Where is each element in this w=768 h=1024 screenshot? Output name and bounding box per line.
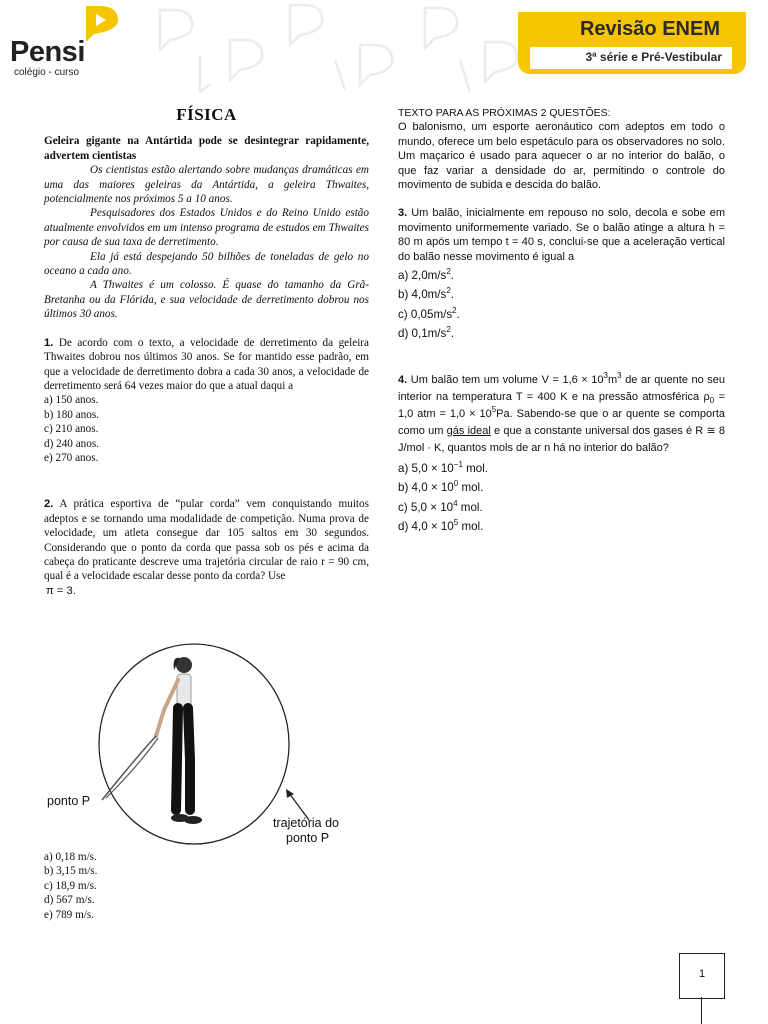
header-title: Revisão ENEM	[579, 18, 720, 40]
option-c: c) $5,0 \times 10^4$ mol.	[398, 498, 483, 514]
option-a: a) 0,18 m/s.	[44, 851, 97, 863]
option-e: e) 270 anos.	[44, 451, 99, 464]
subject-title: FÍSICA	[176, 105, 237, 124]
option-a: a) $5,0 \times 10^{-1}$ mol.	[398, 459, 489, 475]
option-c: c) 18,9 m/s.	[44, 879, 97, 892]
question-number: 1.	[44, 336, 54, 349]
question-number: 3.	[398, 207, 408, 220]
page-divider	[701, 997, 702, 1024]
brand-subtitle: colégio - curso	[14, 67, 80, 78]
option-c: c) 210 anos.	[44, 423, 99, 436]
trajectory-label-2: ponto P	[286, 831, 330, 845]
option-b: b) 180 anos.	[44, 408, 99, 421]
intro-text: O balonismo, um esporte aeronáutico com adeptos em todo o mundo, oferece um belo espetáculo para os observadores no solo. Um maçarico é usado para aquecer o ar no interior do balão, o que faz variar a densidade do ar, permitindo o controle do movimento de subida e descida do balão.	[398, 121, 725, 192]
option-d: d) $4,0 \times 10^5$ mol.	[398, 517, 484, 533]
article-paragraph: A Thwaites é um colosso. É quase do tamanho da Grã-Bretanha ou da Flórida, e sua velocidade de derretimento dobrou nos últimos 30 anos.	[44, 279, 369, 321]
option-b: b) 3,15 m/s.	[44, 865, 98, 878]
question-text: De acordo com o texto, a velocidade de derretimento da geleira Thwaites dobrou nos últimos 30 anos. Se for mantido esse padrão, em que a velocidade de derretimento dobra a cada 30 anos, a velocidade de derretimento será 64 vezes maior do que a atual daqui a	[44, 336, 370, 392]
option-b: b) $4,0 \times 10^0$ mol.	[398, 479, 484, 495]
question-2	[44, 497, 369, 583]
question-1-options	[44, 393, 369, 465]
question-4: 4. Um balão tem um volume $V = 1,6 \times 10^3m^3$ de ar quente no seu interior na temperatura T = 400 K e na pressão atmosférica $\rho_0 = 1,0$ atm = $1,0 \times 10^5Pa$. Sabendo-se que o ar quente se comporta como um gás ideal e que a constante universal dos gases é R ≅ 8 J/mol · K, quantos mols de ar n há no interior do balão?	[398, 370, 726, 454]
question-3	[398, 206, 725, 264]
jump-rope-figure	[44, 640, 374, 850]
intro-heading: TEXTO PARA AS PRÓXIMAS 2 QUESTÕES:	[398, 107, 611, 119]
question-text: Um balão, inicialmente em repouso no solo, decola e sobe em movimento uniformemente variado. Se o balão atinge a altura h = 80 m após um tempo t = 40 s, conclui-se que a aceleração vertical do balão nesse movimento é igual a	[398, 207, 725, 263]
option-d: d) 567 m/s.	[44, 894, 95, 907]
article-headline: Geleira gigante na Antártida pode se desintegrar rapidamente, advertem cientistas	[44, 135, 369, 162]
brand-name: Pensi	[10, 36, 85, 68]
question-text: A prática esportiva de “pular corda” vem conquistando muitos adeptos e se tornando uma modalidade de competição. Numa prova de velocidade, um atleta consegue dar 105 saltos em 30 segundos. Considerando que o ponto da corda que passa sob os pés e acima da cabeça do praticante descreve uma trajetória circular de raio r = 90 cm, qual é a velocidade escalar desse ponto da corda? Use	[44, 498, 369, 583]
option-e: e) 789 m/s.	[44, 908, 95, 921]
option-a: a) 150 anos.	[44, 394, 99, 407]
header-subtitle-box	[530, 47, 732, 69]
page-number: 1	[698, 968, 706, 980]
question-1	[44, 336, 369, 394]
option-a: a) $2,0m/s^2$.	[398, 267, 455, 283]
header-banner	[518, 12, 746, 74]
trajectory-label: trajetória do	[273, 816, 340, 830]
article-paragraph: Ela já está despejando 50 bilhões de toneladas de gelo no oceano a cada ano.	[44, 250, 369, 278]
option-d: d) $0,1m/s^2$.	[398, 325, 455, 341]
option-b: b) $4,0m/s^2$.	[398, 286, 455, 302]
article-paragraph: Os cientistas estão alertando sobre mudanças dramáticas em uma das maiores geleiras da Antártida, a geleira Thwaites, potencialmente nos próximos 5 a 10 anos.	[44, 164, 369, 206]
option-c: c) $0,05m/s^2$.	[398, 305, 460, 321]
header-subtitle: 3ª série e Pré-Vestibular	[585, 50, 722, 64]
right-column	[398, 106, 725, 534]
question-2-options	[44, 850, 364, 922]
option-d: d) 240 anos.	[44, 437, 99, 450]
pi-note: π = 3.	[46, 584, 76, 597]
point-p-label: ponto P	[47, 794, 91, 808]
left-column	[44, 105, 370, 598]
pensi-logo-icon	[80, 4, 124, 48]
question-number: 2.	[44, 498, 54, 511]
article-paragraph: Pesquisadores dos Estados Unidos e do Reino Unido estão atualmente envolvidos em um intenso programa de estudos em Thwaites por causa de sua taxa de derretimento.	[44, 207, 369, 249]
page-number-box	[679, 953, 725, 999]
